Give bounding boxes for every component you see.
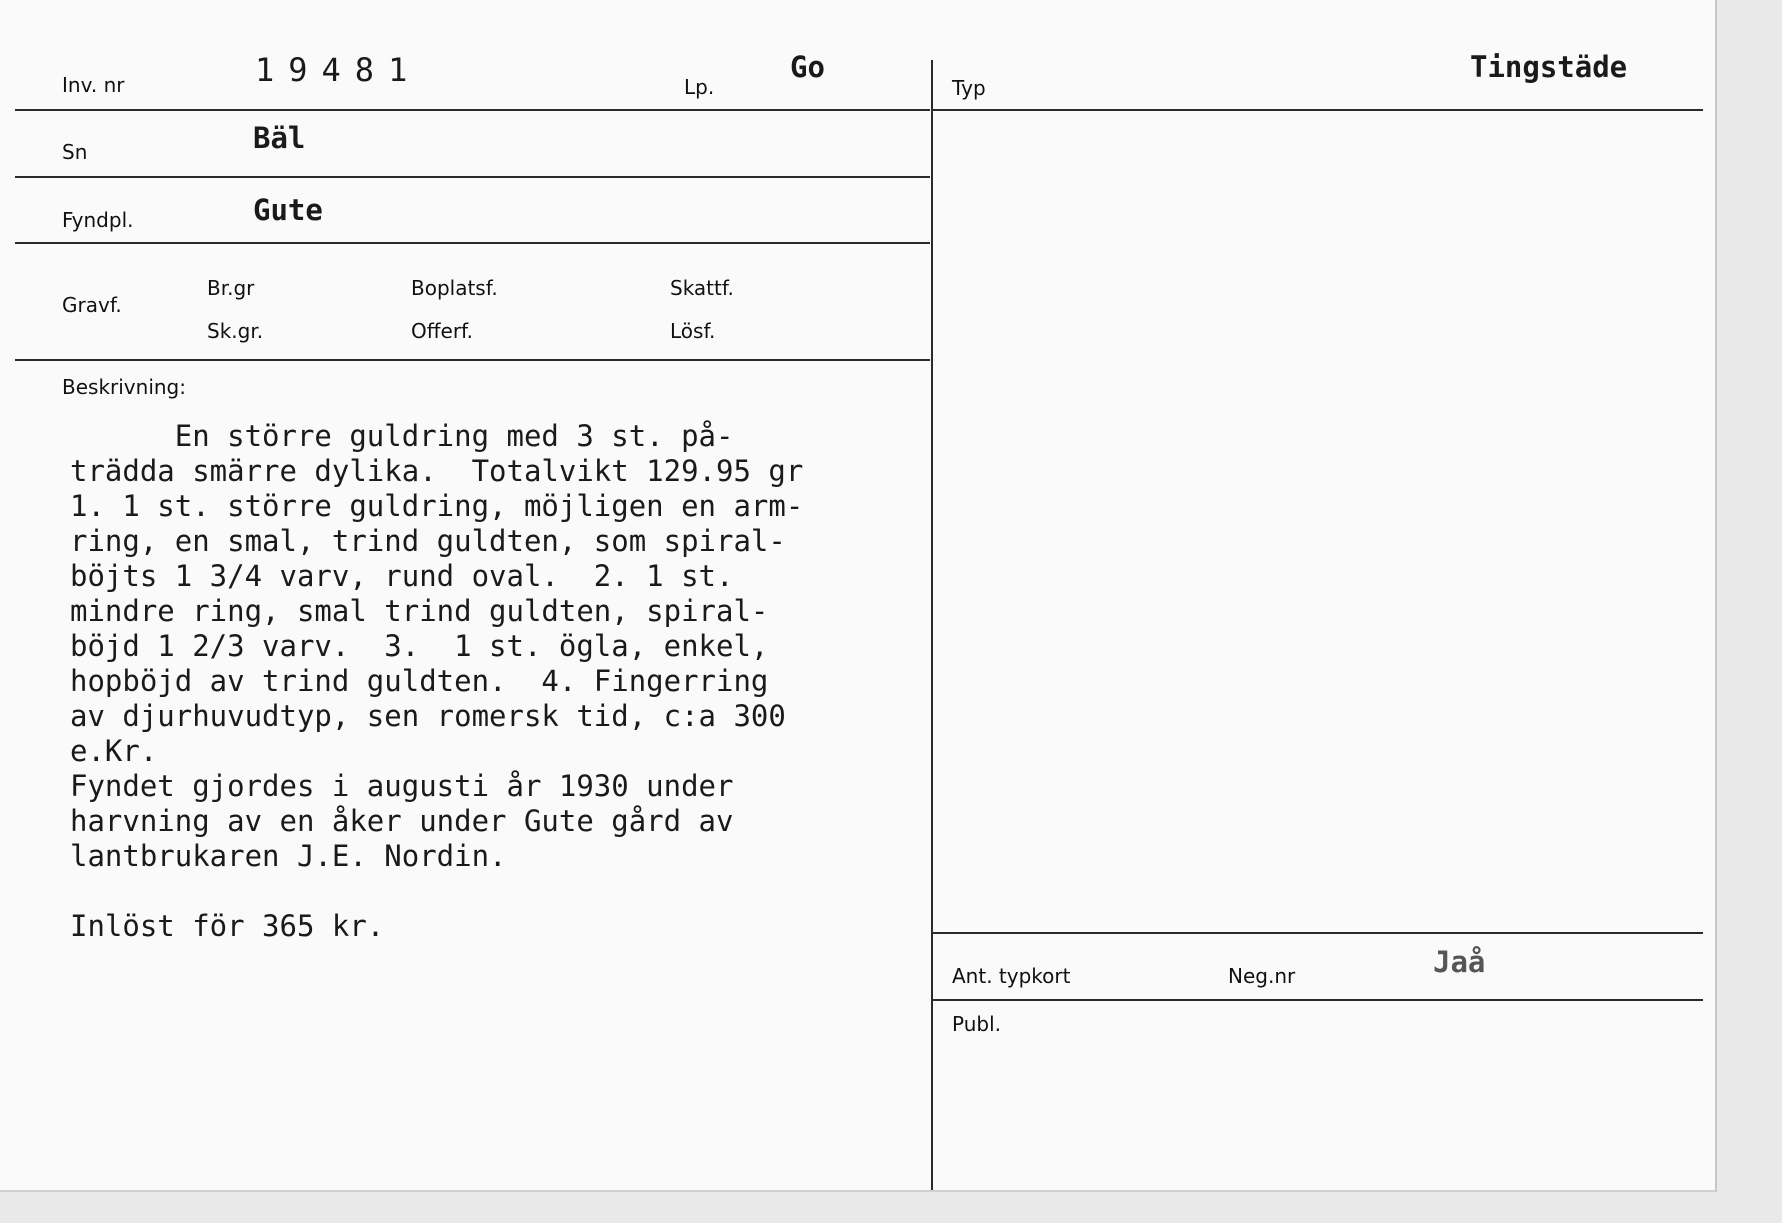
- description-line: böjd 1 2/3 varv. 3. 1 st. ögla, enkel,: [70, 629, 769, 663]
- description-line: harvning av en åker under Gute gård av: [70, 804, 734, 838]
- beskrivning-label: Beskrivning:: [62, 375, 186, 399]
- neg-nr-value: Jaå: [1433, 945, 1486, 979]
- row-divider: [15, 242, 930, 244]
- fyndpl-value: Gute: [253, 193, 323, 227]
- lp-label: Lp.: [684, 75, 715, 99]
- fyndpl-label: Fyndpl.: [62, 208, 134, 232]
- typ-label: Typ: [952, 76, 986, 100]
- neg-nr-label: Neg.nr: [1228, 964, 1296, 988]
- losf-label: Lösf.: [670, 319, 716, 343]
- description-text: [70, 419, 950, 874]
- publ-label: Publ.: [952, 1012, 1001, 1036]
- description-line: hopböjd av trind guldten. 4. Fingerring: [70, 664, 769, 698]
- sn-value: Bäl: [253, 121, 306, 155]
- row-divider: [933, 999, 1703, 1001]
- row-divider: [933, 109, 1703, 111]
- row-divider: [15, 359, 930, 361]
- lp-value: Go: [790, 50, 825, 84]
- description-line: En större guldring med 3 st. på-: [70, 419, 734, 453]
- description-line: böjts 1 3/4 varv, rund oval. 2. 1 st.: [70, 559, 734, 593]
- row-divider: [15, 176, 930, 178]
- description-line: trädda smärre dylika. Totalvikt 129.95 gr: [70, 454, 804, 488]
- description-line: ring, en smal, trind guldten, som spiral-: [70, 524, 786, 558]
- description-line: 1. 1 st. större guldring, möjligen en arm-: [70, 489, 804, 523]
- brgr-label: Br.gr: [207, 276, 255, 300]
- ant-typkort-label: Ant. typkort: [952, 964, 1071, 988]
- offerf-label: Offerf.: [411, 319, 473, 343]
- row-divider: [933, 932, 1703, 934]
- boplatsf-label: Boplatsf.: [411, 276, 498, 300]
- row-divider: [15, 109, 930, 111]
- column-divider: [931, 60, 933, 1190]
- description-line: e.Kr.: [70, 734, 158, 768]
- description-line: mindre ring, smal trind guldten, spiral-: [70, 594, 769, 628]
- inv-nr-value: 19481: [255, 51, 422, 89]
- description-line: Fyndet gjordes i augusti år 1930 under: [70, 769, 734, 803]
- description-line: av djurhuvudtyp, sen romersk tid, c:a 300: [70, 699, 786, 733]
- redemption-note: Inlöst för 365 kr.: [70, 909, 385, 943]
- place-value: Tingstäde: [1470, 50, 1628, 84]
- sn-label: Sn: [62, 140, 88, 164]
- description-line: lantbrukaren J.E. Nordin.: [70, 839, 507, 873]
- skattf-label: Skattf.: [670, 276, 734, 300]
- skgr-label: Sk.gr.: [207, 319, 264, 343]
- gravf-label: Gravf.: [62, 293, 122, 317]
- inv-nr-label: Inv. nr: [62, 73, 125, 97]
